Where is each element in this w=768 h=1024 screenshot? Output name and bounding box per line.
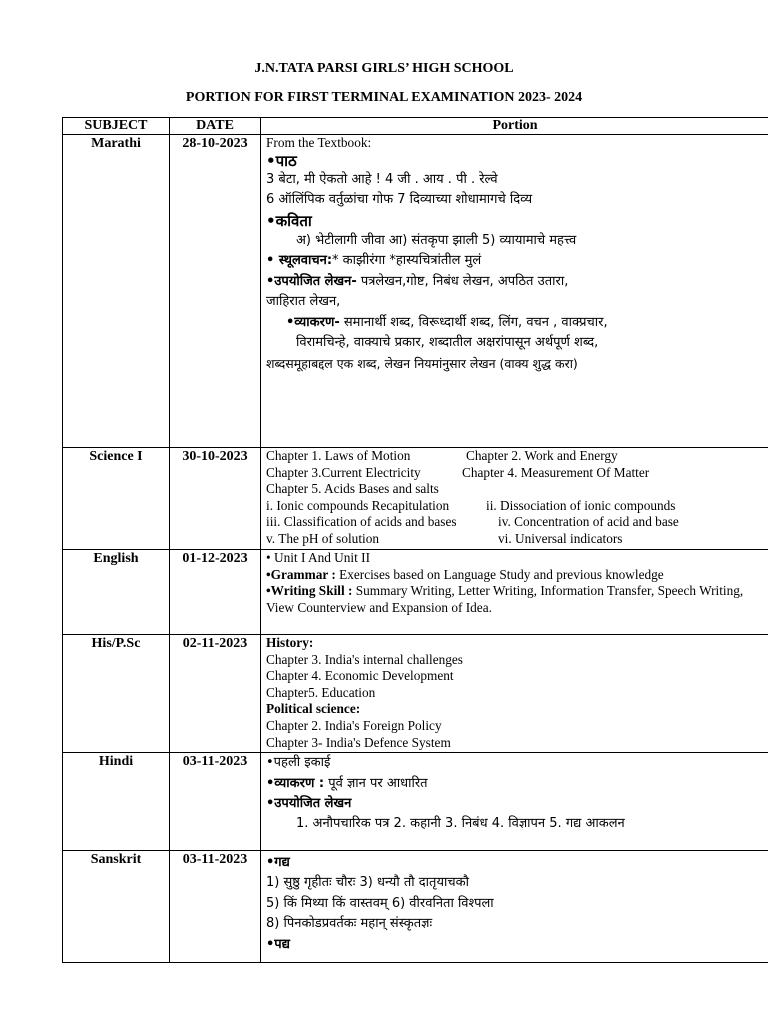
vyakaran-label: •व्याकरण : (266, 775, 325, 791)
date-cell: 01-12-2023 (170, 550, 261, 635)
path-line: 3 बेटा, मी ऐकतो आहे ! 4 जी . आय . पी . रेल्वे (266, 171, 498, 187)
lesson-line: 8) पिनकोडप्रवर्तकः महान् संस्कृतज्ञः (266, 916, 433, 931)
subject-cell: Marathi (63, 135, 170, 448)
path-line: 6 ऑलिंपिक वर्तुळांचा गोफ 7 दिव्याच्या शोधामागचे दिव्य (266, 192, 533, 208)
header-portion: Portion (261, 118, 768, 135)
vyakaran-line: शब्दसमूहाबद्दल एक शब्द, लेखन नियमांनुसार लेखन (वाक्य शुद्ध करा) (266, 355, 578, 371)
intro-text: From the Textbook: (266, 135, 372, 150)
vyakaran-label: •व्याकरण- (286, 314, 340, 330)
unit-line: •पहली इकाई (266, 755, 331, 770)
chapter-line: Chapter 3- India's Defence System (266, 734, 451, 750)
writing-line (266, 583, 768, 616)
upyojit-line (266, 272, 768, 293)
history-heading: History: (266, 635, 314, 650)
portion-table (62, 117, 768, 963)
table-row-marathi (63, 135, 768, 448)
writing-text: Summary Writing, Letter Writing, Information Transfer, Speech Writing, View Counterview and Expansion of Idea. (266, 583, 744, 615)
date-cell: 02-11-2023 (170, 635, 261, 753)
table-row-english (63, 550, 768, 635)
topic-item: ii. Dissociation of ionic compounds (486, 497, 676, 513)
lesson-line: 5) किं मिथ्या किं वास्तवम् 6) वीरवनिता विश्पला (266, 895, 494, 911)
topic-item: iv. Concentration of acid and base (498, 514, 679, 530)
unit-line: • Unit I And Unit II (266, 550, 371, 565)
sthulvachan-label: • स्थूलवाचन: (266, 253, 333, 269)
grammar-line (266, 567, 768, 584)
political-science-heading: Political science: (266, 701, 361, 717)
portion-cell (261, 135, 768, 448)
chapter-line: Chapter 5. Acids Bases and salts (266, 481, 439, 497)
header-date: DATE (170, 118, 261, 135)
table-row-science (63, 448, 768, 550)
portion-cell (261, 448, 768, 550)
gadya-heading: •गद्य (266, 855, 290, 870)
writing-label: •Writing Skill : (266, 583, 353, 599)
lesson-line: 1) सुष्ठु गृहीतः चौरः 3) धन्यौ तौ दातृयाचकौ (266, 875, 469, 890)
subject-cell: Science I (63, 448, 170, 550)
vyakaran-line: विरामचिन्हे, वाक्याचे प्रकार, शब्दातील अक्षरांपासून अर्थपूर्ण शब्द, (296, 335, 599, 351)
chapter-line (266, 465, 768, 482)
upyojit-line: जाहिरात लेखन, (266, 294, 341, 310)
grammar-text: Exercises based on Language Study and previous knowledge (335, 566, 664, 582)
vyakaran-line (266, 774, 768, 795)
vyakaran-text: पूर्व ज्ञान पर आधारित (324, 775, 428, 791)
kavita-line: अ) भेटीलागी जीवा आ) संतकृपा झाली 5) व्यायामाचे महत्त्व (296, 232, 577, 248)
table-header-row (63, 118, 768, 135)
topic-line (266, 498, 768, 515)
table-row-history (63, 635, 768, 753)
chapter-item: Chapter 1. Laws of Motion (266, 448, 411, 463)
topic-item: i. Ionic compounds Recapitulation (266, 497, 450, 513)
subject-cell: His/P.Sc (63, 635, 170, 753)
upyojit-line: 1. अनौपचारिक पत्र 2. कहानी 3. निबंध 4. विज्ञापन 5. गद्य आकलन (296, 816, 625, 831)
date-cell: 03-11-2023 (170, 851, 261, 963)
date-cell: 30-10-2023 (170, 448, 261, 550)
header-subject: SUBJECT (63, 118, 170, 135)
topic-line (266, 514, 768, 531)
upyojit-heading: •उपयोजित लेखन (266, 796, 352, 811)
chapter-item: Chapter 4. Measurement Of Matter (462, 464, 650, 480)
upyojit-label: •उपयोजित लेखन- (266, 273, 357, 289)
sthulvachan-line (266, 251, 768, 272)
exam-title: PORTION FOR FIRST TERMINAL EXAMINATION 2023- 2024 (185, 90, 583, 105)
subject-cell: Sanskrit (63, 851, 170, 963)
vyakaran-text: समानार्थी शब्द, विरूध्दार्थी शब्द, लिंग, वचन , वाक्प्रचार, (339, 314, 608, 330)
padya-heading: •पद्य (266, 936, 290, 952)
portion-cell (261, 753, 768, 851)
chapter-line: Chapter 2. India's Foreign Policy (266, 717, 442, 733)
topic-item: vi. Universal indicators (498, 530, 623, 546)
sthulvachan-text: * काझीरंगा *हास्यचित्रांतील मुलं (332, 253, 482, 269)
table-row-hindi (63, 753, 768, 851)
chapter-line: Chapter 3. India's internal challenges (266, 651, 463, 667)
portion-cell (261, 635, 768, 753)
topic-item: v. The pH of solution (266, 530, 380, 546)
portion-cell (261, 550, 768, 635)
chapter-line (266, 448, 768, 465)
topic-line (266, 531, 768, 548)
school-name: J.N.TATA PARSI GIRLS’ HIGH SCHOOL (254, 61, 514, 76)
vyakaran-line (266, 313, 768, 334)
grammar-label: •Grammar : (266, 566, 336, 582)
date-cell: 28-10-2023 (170, 135, 261, 448)
subject-cell: Hindi (63, 753, 170, 851)
path-heading: •पाठ (266, 151, 297, 170)
portion-cell (261, 851, 768, 963)
chapter-line: Chapter5. Education (266, 684, 376, 700)
kavita-heading: •कविता (266, 211, 312, 230)
chapter-item: Chapter 2. Work and Energy (466, 448, 618, 463)
subject-cell: English (63, 550, 170, 635)
upyojit-text: पत्रलेखन,गोष्ट, निबंध लेखन, अपठित उतारा, (356, 273, 569, 289)
table-row-sanskrit (63, 851, 768, 963)
chapter-line: Chapter 4. Economic Development (266, 668, 454, 684)
chapter-item: Chapter 3.Current Electricity (266, 464, 421, 480)
date-cell: 03-11-2023 (170, 753, 261, 851)
topic-item: iii. Classification of acids and bases (266, 514, 457, 530)
